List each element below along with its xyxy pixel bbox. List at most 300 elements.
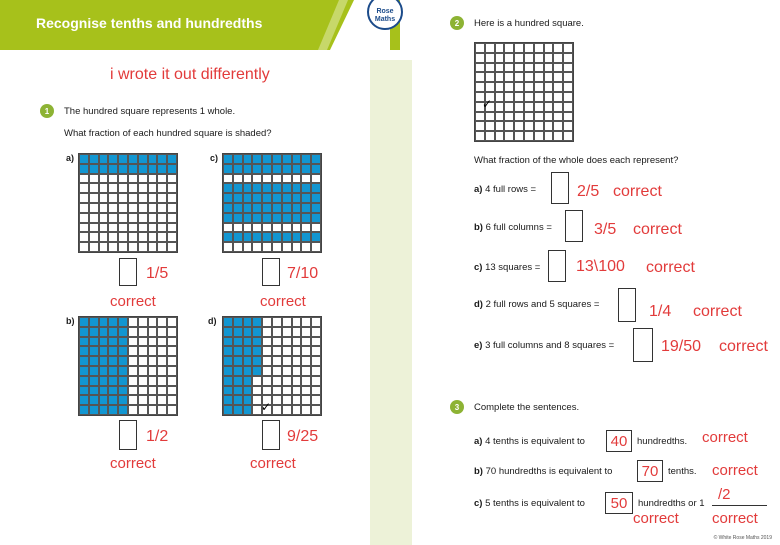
- grid-cell: [89, 327, 99, 337]
- grid-cell: [148, 183, 158, 193]
- copyright: © White Rose Maths 2019: [713, 535, 772, 541]
- grid-cell: [167, 203, 177, 213]
- q2-statement: Here is a hundred square.: [474, 18, 584, 29]
- hundred-square-a: [78, 153, 178, 253]
- answer-box-a[interactable]: [119, 258, 137, 286]
- q2-answer-b: 3/5: [594, 221, 617, 238]
- grid-cell: [311, 183, 321, 193]
- grid-cell: [223, 154, 233, 164]
- grid-cell: [79, 376, 89, 386]
- grid-cell: [262, 337, 272, 347]
- grid-cell: [233, 213, 243, 223]
- grid-cell: [563, 82, 573, 92]
- page-title: Recognise tenths and hundredths: [36, 15, 263, 31]
- grid-cell: [138, 174, 148, 184]
- q2-answer-a: 2/5: [577, 183, 600, 200]
- grid-cell: [99, 366, 109, 376]
- grid-cell: [108, 366, 118, 376]
- q3-statement: Complete the sentences.: [474, 402, 580, 413]
- grid-cell: [167, 183, 177, 193]
- grid-cell: [79, 193, 89, 203]
- grid-cell: [252, 213, 262, 223]
- grid-cell: [118, 405, 128, 415]
- grid-cell: [243, 317, 253, 327]
- grid-cell: [99, 223, 109, 233]
- grid-cell: [553, 92, 563, 102]
- grid-cell: [301, 203, 311, 213]
- grid-cell: [243, 223, 253, 233]
- grid-cell: [148, 346, 158, 356]
- grid-cell: [167, 327, 177, 337]
- grid-cell: [534, 82, 544, 92]
- grid-cell: [79, 395, 89, 405]
- grid-cell: [485, 43, 495, 53]
- grid-cell: [495, 121, 505, 131]
- grid-cell: [311, 405, 321, 415]
- grid-cell: [272, 223, 282, 233]
- mark-d: correct: [250, 455, 296, 472]
- grid-cell: [243, 346, 253, 356]
- grid-cell: [118, 376, 128, 386]
- grid-cell: [311, 346, 321, 356]
- grid-cell: [157, 203, 167, 213]
- grid-cell: [534, 53, 544, 63]
- grid-cell: [138, 386, 148, 396]
- grid-cell: [157, 223, 167, 233]
- grid-cell: [223, 164, 233, 174]
- hundred-square-c: [222, 153, 322, 253]
- q2-part-e: e) 3 full columns and 8 squares =: [474, 340, 615, 351]
- grid-cell: [301, 317, 311, 327]
- grid-cell: [544, 102, 554, 112]
- grid-cell: [79, 223, 89, 233]
- grid-cell: [148, 242, 158, 252]
- answer-box-c[interactable]: [262, 258, 280, 286]
- grid-cell: [262, 154, 272, 164]
- part-label-b: b): [66, 316, 75, 326]
- grid-cell: [167, 376, 177, 386]
- grid-cell: [79, 346, 89, 356]
- grid-cell: [504, 102, 514, 112]
- grid-cell: [252, 232, 262, 242]
- grid-cell: [157, 346, 167, 356]
- grid-cell: [243, 327, 253, 337]
- grid-cell: [223, 327, 233, 337]
- grid-cell: [128, 174, 138, 184]
- grid-cell: [233, 203, 243, 213]
- part-label-d: d): [208, 316, 217, 326]
- grid-cell: [282, 193, 292, 203]
- q2-answer-d: 1/4: [649, 303, 672, 320]
- grid-cell: [233, 242, 243, 252]
- part-label-a: a): [66, 153, 75, 163]
- grid-cell: [157, 366, 167, 376]
- grid-cell: [223, 366, 233, 376]
- grid-cell: [223, 242, 233, 252]
- q3-answer-box-a[interactable]: 40: [606, 430, 632, 452]
- grid-cell: [128, 356, 138, 366]
- grid-cell: [495, 82, 505, 92]
- grid-cell: [524, 112, 534, 122]
- grid-cell: [79, 386, 89, 396]
- grid-cell: [89, 356, 99, 366]
- q3-fraction-numerator: /2: [718, 486, 731, 503]
- q3-part-b-post: tenths.: [668, 466, 697, 477]
- grid-cell: [475, 131, 485, 141]
- grid-cell: [262, 242, 272, 252]
- grid-cell: [108, 346, 118, 356]
- grid-cell: [524, 92, 534, 102]
- grid-cell: [252, 366, 262, 376]
- grid-cell: [167, 317, 177, 327]
- grid-cell: [553, 121, 563, 131]
- answer-box-d[interactable]: [262, 420, 280, 450]
- grid-cell: [292, 183, 302, 193]
- grid-cell: [243, 376, 253, 386]
- grid-cell: [99, 193, 109, 203]
- grid-cell: [272, 376, 282, 386]
- grid-cell: [524, 63, 534, 73]
- grid-cell: [544, 82, 554, 92]
- grid-cell: [157, 232, 167, 242]
- grid-cell: [233, 346, 243, 356]
- grid-cell: [272, 366, 282, 376]
- grid-cell: [243, 242, 253, 252]
- grid-cell: [504, 82, 514, 92]
- grid-cell: [252, 223, 262, 233]
- grid-cell: [79, 213, 89, 223]
- grid-cell: [553, 131, 563, 141]
- grid-cell: [79, 405, 89, 415]
- grid-cell: [79, 232, 89, 242]
- grid-cell: [138, 356, 148, 366]
- grid-cell: [311, 232, 321, 242]
- q2-mark-e: correct: [719, 338, 768, 355]
- grid-cell: [292, 242, 302, 252]
- grid-cell: [243, 337, 253, 347]
- grid-cell: [495, 72, 505, 82]
- grid-cell: [262, 346, 272, 356]
- grid-cell: [128, 203, 138, 213]
- grid-cell: [108, 232, 118, 242]
- hundred-square-b: [78, 316, 178, 416]
- grid-cell: [563, 121, 573, 131]
- grid-cell: [233, 193, 243, 203]
- grid-cell: [311, 386, 321, 396]
- grid-cell: [262, 232, 272, 242]
- grid-cell: [128, 154, 138, 164]
- grid-cell: [534, 63, 544, 73]
- page-margin-strip: [370, 60, 412, 545]
- grid-cell: [495, 53, 505, 63]
- grid-cell: [514, 63, 524, 73]
- grid-cell: [272, 386, 282, 396]
- grid-cell: [272, 317, 282, 327]
- grid-cell: [495, 63, 505, 73]
- grid-cell: [99, 232, 109, 242]
- grid-cell: [301, 193, 311, 203]
- grid-cell: [157, 242, 167, 252]
- grid-cell: [138, 203, 148, 213]
- grid-cell: [553, 102, 563, 112]
- grid-cell: [495, 43, 505, 53]
- grid-cell: [243, 203, 253, 213]
- q3-mark-b: correct: [712, 462, 758, 479]
- q2-answer-box-b[interactable]: [565, 210, 583, 242]
- q2-part-d: d) 2 full rows and 5 squares =: [474, 299, 600, 310]
- grid-cell: [301, 174, 311, 184]
- grid-cell: [108, 356, 118, 366]
- grid-cell: [118, 223, 128, 233]
- grid-cell: [544, 53, 554, 63]
- grid-cell: [282, 174, 292, 184]
- grid-cell: [272, 356, 282, 366]
- grid-cell: [157, 356, 167, 366]
- grid-cell: [292, 164, 302, 174]
- grid-cell: [524, 131, 534, 141]
- grid-cell: [108, 395, 118, 405]
- grid-cell: [167, 223, 177, 233]
- grid-cell: [252, 327, 262, 337]
- grid-cell: [79, 317, 89, 327]
- grid-cell: [534, 112, 544, 122]
- grid-cell: [301, 366, 311, 376]
- grid-cell: [118, 232, 128, 242]
- grid-cell: [282, 223, 292, 233]
- grid-cell: [292, 174, 302, 184]
- grid-cell: [292, 376, 302, 386]
- grid-cell: [243, 193, 253, 203]
- q2-answer-box-a[interactable]: [551, 172, 569, 204]
- grid-cell: [272, 242, 282, 252]
- grid-cell: [89, 183, 99, 193]
- q3-answer-box-c[interactable]: 50: [605, 492, 633, 514]
- grid-cell: [243, 154, 253, 164]
- grid-cell: [504, 92, 514, 102]
- grid-cell: [108, 193, 118, 203]
- grid-cell: [108, 317, 118, 327]
- grid-cell: [301, 232, 311, 242]
- grid-cell: [475, 112, 485, 122]
- q3-answer-box-b[interactable]: 70: [637, 460, 663, 482]
- grid-cell: [157, 193, 167, 203]
- q1-statement: The hundred square represents 1 whole.: [64, 106, 236, 117]
- grid-cell: [504, 72, 514, 82]
- grid-cell: [262, 203, 272, 213]
- grid-cell: [514, 82, 524, 92]
- grid-cell: [504, 43, 514, 53]
- q2-answer-box-c[interactable]: [548, 250, 566, 282]
- q2-answer-box-e[interactable]: [633, 328, 653, 362]
- grid-cell: [563, 53, 573, 63]
- grid-cell: [148, 174, 158, 184]
- grid-cell: [243, 174, 253, 184]
- grid-cell: [282, 317, 292, 327]
- grid-cell: [89, 242, 99, 252]
- grid-cell: [157, 376, 167, 386]
- grid-cell: [167, 337, 177, 347]
- grid-cell: [243, 183, 253, 193]
- grid-cell: [272, 164, 282, 174]
- grid-cell: [108, 405, 118, 415]
- grid-cell: [223, 337, 233, 347]
- grid-cell: [563, 43, 573, 53]
- grid-cell: [99, 154, 109, 164]
- q2-part-b: b) 6 full columns =: [474, 222, 552, 233]
- grid-cell: [292, 346, 302, 356]
- grid-cell: [243, 366, 253, 376]
- grid-cell: [223, 386, 233, 396]
- q2-part-a: a) 4 full rows =: [474, 184, 537, 195]
- tick-mark-q2: ✓: [482, 97, 493, 111]
- grid-cell: [118, 346, 128, 356]
- grid-cell: [282, 366, 292, 376]
- grid-cell: [157, 327, 167, 337]
- grid-cell: [223, 376, 233, 386]
- grid-cell: [108, 376, 118, 386]
- grid-cell: [475, 53, 485, 63]
- grid-cell: [252, 164, 262, 174]
- grid-cell: [233, 223, 243, 233]
- grid-cell: [563, 92, 573, 102]
- grid-cell: [108, 327, 118, 337]
- grid-cell: [118, 193, 128, 203]
- grid-cell: [311, 366, 321, 376]
- grid-cell: [563, 63, 573, 73]
- grid-cell: [534, 102, 544, 112]
- grid-cell: [252, 154, 262, 164]
- grid-cell: [118, 356, 128, 366]
- grid-cell: [262, 174, 272, 184]
- grid-cell: [544, 43, 554, 53]
- question-number-1: 1: [40, 104, 54, 118]
- grid-cell: [233, 164, 243, 174]
- grid-cell: [563, 112, 573, 122]
- grid-cell: [514, 72, 524, 82]
- grid-cell: [272, 327, 282, 337]
- grid-cell: [301, 337, 311, 347]
- grid-cell: [223, 203, 233, 213]
- grid-cell: [544, 72, 554, 82]
- grid-cell: [262, 366, 272, 376]
- white-rose-logo: Rose Maths: [367, 0, 403, 30]
- grid-cell: [79, 164, 89, 174]
- grid-cell: [148, 232, 158, 242]
- grid-cell: [301, 376, 311, 386]
- grid-cell: [128, 395, 138, 405]
- grid-cell: [118, 154, 128, 164]
- grid-cell: [301, 346, 311, 356]
- grid-cell: [262, 164, 272, 174]
- q2-mark-a: correct: [613, 183, 662, 200]
- grid-cell: [534, 131, 544, 141]
- mark-a: correct: [110, 293, 156, 310]
- grid-cell: [148, 213, 158, 223]
- grid-cell: [301, 395, 311, 405]
- grid-cell: [138, 346, 148, 356]
- grid-cell: [282, 242, 292, 252]
- grid-cell: [138, 366, 148, 376]
- grid-cell: [514, 102, 524, 112]
- grid-cell: [89, 232, 99, 242]
- grid-cell: [99, 386, 109, 396]
- grid-cell: [301, 327, 311, 337]
- grid-cell: [233, 405, 243, 415]
- grid-cell: [301, 405, 311, 415]
- grid-cell: [544, 121, 554, 131]
- grid-cell: [79, 154, 89, 164]
- grid-cell: [272, 232, 282, 242]
- grid-cell: [99, 317, 109, 327]
- grid-cell: [524, 72, 534, 82]
- grid-cell: [233, 183, 243, 193]
- hundred-square-q2: [474, 42, 574, 142]
- grid-cell: [138, 164, 148, 174]
- grid-cell: [223, 193, 233, 203]
- grid-cell: [138, 376, 148, 386]
- grid-cell: [292, 395, 302, 405]
- grid-cell: [544, 112, 554, 122]
- grid-cell: [514, 92, 524, 102]
- grid-cell: [148, 376, 158, 386]
- grid-cell: [485, 82, 495, 92]
- grid-cell: [524, 53, 534, 63]
- grid-cell: [223, 317, 233, 327]
- q2-answer-e: 19/50: [661, 338, 702, 355]
- grid-cell: [534, 72, 544, 82]
- grid-cell: [108, 154, 118, 164]
- grid-cell: [108, 337, 118, 347]
- grid-cell: [485, 63, 495, 73]
- grid-cell: [233, 337, 243, 347]
- grid-cell: [311, 193, 321, 203]
- q2-answer-box-d[interactable]: [618, 288, 636, 322]
- grid-cell: [118, 213, 128, 223]
- grid-cell: [223, 174, 233, 184]
- grid-cell: [485, 131, 495, 141]
- grid-cell: [282, 213, 292, 223]
- grid-cell: [128, 405, 138, 415]
- grid-cell: [534, 121, 544, 131]
- grid-cell: [89, 317, 99, 327]
- grid-cell: [553, 43, 563, 53]
- grid-cell: [534, 43, 544, 53]
- q3-part-b-text: b) 70 hundredths is equivalent to: [474, 466, 613, 477]
- answer-box-b[interactable]: [119, 420, 137, 450]
- grid-cell: [128, 193, 138, 203]
- q3-mark-c1: correct: [633, 510, 679, 527]
- grid-cell: [167, 405, 177, 415]
- grid-cell: [524, 82, 534, 92]
- grid-cell: [243, 386, 253, 396]
- grid-cell: [495, 102, 505, 112]
- grid-cell: [167, 346, 177, 356]
- grid-cell: [89, 386, 99, 396]
- answer-a: 1/5: [146, 265, 169, 282]
- q3-mark-a: correct: [702, 429, 748, 446]
- grid-cell: [311, 356, 321, 366]
- grid-cell: [167, 366, 177, 376]
- grid-cell: [233, 317, 243, 327]
- grid-cell: [282, 376, 292, 386]
- grid-cell: [233, 154, 243, 164]
- grid-cell: [504, 112, 514, 122]
- grid-cell: [223, 405, 233, 415]
- question-number-2: 2: [450, 16, 464, 30]
- grid-cell: [118, 327, 128, 337]
- answer-d: 9/25: [287, 428, 319, 445]
- grid-cell: [89, 346, 99, 356]
